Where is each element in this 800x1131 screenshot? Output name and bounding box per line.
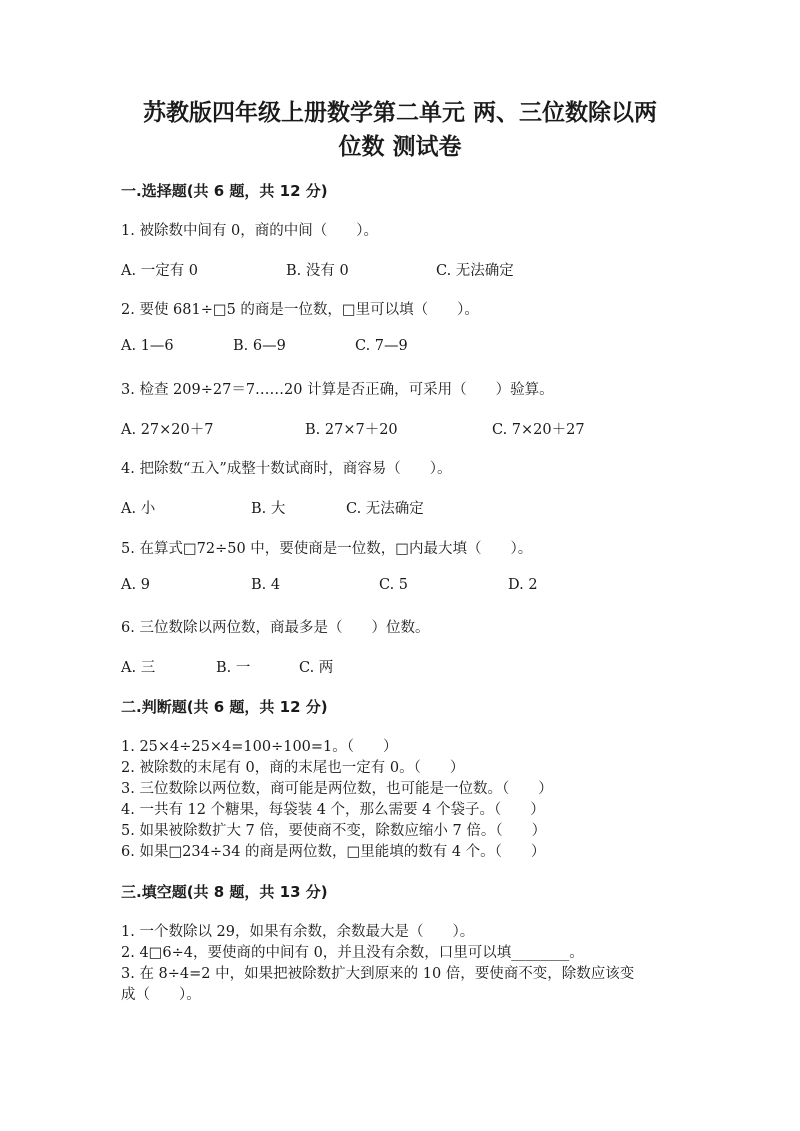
- choice-q6-option-b: B. 一: [216, 660, 251, 676]
- fill-blank-item-1: 1. 一个数除以 29，如果有余数，余数最大是（ ）。: [121, 924, 475, 940]
- choice-question-5: 5. 在算式□72÷50 中，要使商是一位数，□内最大填（ ）。: [121, 541, 533, 557]
- choice-q5-option-c: C. 5: [379, 577, 409, 593]
- true-false-item-3: 3. 三位数除以两位数，商可能是两位数，也可能是一位数。（ ）: [121, 781, 553, 797]
- choice-q6-option-a: A. 三: [121, 660, 156, 676]
- section-heading-true-false: 二.判断题(共 6 题，共 12 分): [121, 698, 328, 716]
- choice-q3-option-a: A. 27×20＋7: [121, 422, 214, 438]
- choice-q1-option-a: A. 一定有 0: [121, 263, 199, 279]
- true-false-item-2: 2. 被除数的末尾有 0，商的末尾也一定有 0。（ ）: [121, 760, 465, 776]
- choice-q3-option-b: B. 27×7＋20: [305, 422, 398, 438]
- choice-q4-option-c: C. 无法确定: [346, 501, 424, 517]
- choice-q4-option-b: B. 大: [251, 501, 286, 517]
- choice-q2-option-c: C. 7—9: [355, 338, 408, 354]
- section-heading-fill-blank: 三.填空题(共 8 题，共 13 分): [121, 883, 328, 901]
- choice-q4-option-a: A. 小: [121, 501, 156, 517]
- choice-q5-option-d: D. 2: [508, 577, 538, 593]
- fill-blank-item-3: 3. 在 8÷4=2 中，如果把被除数扩大到原来的 10 倍，要使商不变，除数应该变: [121, 966, 635, 982]
- choice-q5-option-b: B. 4: [251, 577, 281, 593]
- choice-q6-option-c: C. 两: [299, 660, 334, 676]
- choice-q2-option-a: A. 1—6: [121, 338, 174, 354]
- choice-q5-option-a: A. 9: [121, 577, 150, 593]
- worksheet-title-line-1: 苏教版四年级上册数学第二单元 两、三位数除以两: [142, 99, 657, 126]
- true-false-item-4: 4. 一共有 12 个糖果，每袋装 4 个，那么需要 4 个袋子。（ ）: [121, 802, 545, 818]
- section-heading-choice: 一.选择题(共 6 题，共 12 分): [121, 182, 328, 200]
- choice-q1-option-c: C. 无法确定: [436, 263, 514, 279]
- fill-blank-item-3-continued: 成（ ）。: [121, 987, 201, 1003]
- worksheet-title-line-2: 位数 测试卷: [338, 133, 462, 160]
- choice-question-6: 6. 三位数除以两位数，商最多是（ ）位数。: [121, 620, 430, 636]
- true-false-item-5: 5. 如果被除数扩大 7 倍，要使商不变，除数应缩小 7 倍。（ ）: [121, 823, 547, 839]
- choice-question-3: 3. 检查 209÷27＝7……20 计算是否正确，可采用（ ）验算。: [121, 382, 554, 398]
- choice-question-4: 4. 把除数“五入”成整十数试商时，商容易（ ）。: [121, 461, 452, 477]
- true-false-item-1: 1. 25×4÷25×4=100÷100=1。（ ）: [121, 739, 398, 755]
- choice-q1-option-b: B. 没有 0: [286, 263, 349, 279]
- choice-question-2: 2. 要使 681÷□5 的商是一位数，□里可以填（ ）。: [121, 302, 479, 318]
- true-false-item-6: 6. 如果□234÷34 的商是两位数，□里能填的数有 4 个。（ ）: [121, 844, 546, 860]
- choice-question-1: 1. 被除数中间有 0，商的中间（ ）。: [121, 223, 379, 239]
- choice-q2-option-b: B. 6—9: [233, 338, 286, 354]
- choice-q3-option-c: C. 7×20＋27: [492, 422, 585, 438]
- fill-blank-item-2: 2. 4□6÷4，要使商的中间有 0，并且没有余数，口里可以填________。: [121, 945, 584, 961]
